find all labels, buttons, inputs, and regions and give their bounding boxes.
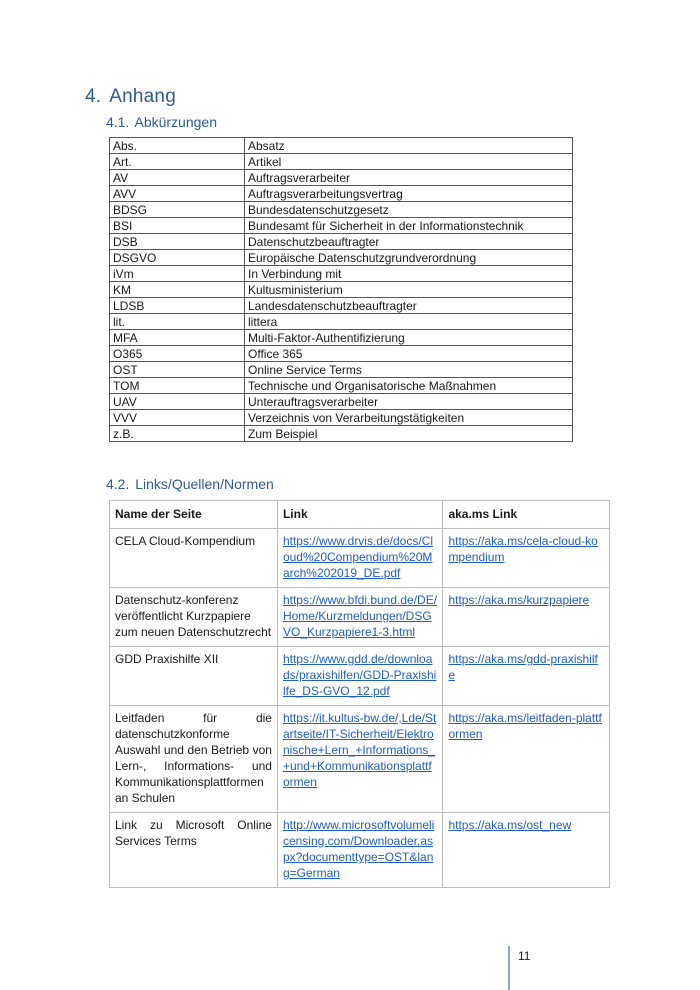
table-row: [110, 250, 573, 266]
meaning-cell: littera: [245, 314, 573, 330]
table-row: [110, 266, 573, 282]
table-row: [110, 138, 573, 154]
table-row: [110, 362, 573, 378]
table-row: [110, 282, 573, 298]
heading-number: 4.: [85, 86, 102, 107]
section-number: 4.2.: [106, 476, 130, 492]
link-cell: [277, 813, 442, 888]
meaning-cell: Bundesdatenschutzgesetz: [245, 202, 573, 218]
aka-link[interactable]: https://aka.ms/leitfaden-plattformen: [448, 711, 602, 741]
meaning-cell: Absatz: [245, 138, 573, 154]
page-name-cell: Leitfaden für die datenschutzkonforme Auswahl und den Betrieb von Lern-, Informations- und Kommunikationsplattformen an Schulen: [110, 706, 278, 813]
table-row: [110, 218, 573, 234]
meaning-cell: Auftragsverarbeitungsvertrag: [245, 186, 573, 202]
abbreviation-cell: KM: [110, 282, 245, 298]
table-row: [110, 529, 610, 588]
abbreviation-cell: OST: [110, 362, 245, 378]
link-cell: [277, 588, 442, 647]
source-link[interactable]: https://it.kultus-bw.de/,Lde/Startseite/IT-Sicherheit/Elektronische+Lern_+Informations_+und+Kommunikationsplattformen: [282, 711, 437, 789]
table-row: [110, 170, 573, 186]
table-row: [110, 330, 573, 346]
link-cell: [277, 529, 442, 588]
page-name-cell: Datenschutz-konferenz veröffentlicht Kurzpapiere zum neuen Datenschutzrecht: [110, 588, 278, 647]
column-header-name: Name der Seite: [110, 501, 278, 529]
meaning-cell: Datenschutzbeauftragter: [245, 234, 573, 250]
table-row: [110, 426, 573, 442]
link-cell: [277, 706, 442, 813]
meaning-cell: Artikel: [245, 154, 573, 170]
table-row: [110, 298, 573, 314]
table-row: [110, 346, 573, 362]
table-row: [110, 394, 573, 410]
meaning-cell: Landesdatenschutzbeauftragter: [245, 298, 573, 314]
table-row: [110, 186, 573, 202]
meaning-cell: Office 365: [245, 346, 573, 362]
page-name-cell: Link zu Microsoft Online Services Terms: [110, 813, 278, 888]
table-header-row: [110, 501, 610, 529]
aka-link-cell: [443, 813, 610, 888]
abbreviation-cell: VVV: [110, 410, 245, 426]
abbreviation-cell: BDSG: [110, 202, 245, 218]
aka-link-cell: [443, 588, 610, 647]
section-title: Links/Quellen/Normen: [135, 476, 274, 492]
abbreviation-cell: AV: [110, 170, 245, 186]
meaning-cell: Zum Beispiel: [245, 426, 573, 442]
table-row: [110, 234, 573, 250]
page-name-cell: CELA Cloud-Kompendium: [110, 529, 278, 588]
meaning-cell: In Verbindung mit: [245, 266, 573, 282]
table-row: [110, 154, 573, 170]
aka-link[interactable]: https://aka.ms/kurzpapiere: [448, 593, 590, 607]
table-row: [110, 647, 610, 706]
table-row: [110, 202, 573, 218]
abbreviations-table: [109, 137, 573, 442]
meaning-cell: Verzeichnis von Verarbeitungstätigkeiten: [245, 410, 573, 426]
abbreviation-cell: O365: [110, 346, 245, 362]
abbreviation-cell: iVm: [110, 266, 245, 282]
table-row: [110, 378, 573, 394]
table-row: [110, 813, 610, 888]
abbreviation-cell: DSGVO: [110, 250, 245, 266]
meaning-cell: Europäische Datenschutzgrundverordnung: [245, 250, 573, 266]
meaning-cell: Multi-Faktor-Authentifizierung: [245, 330, 573, 346]
meaning-cell: Auftragsverarbeiter: [245, 170, 573, 186]
table-row: [110, 588, 610, 647]
heading-title: Anhang: [109, 86, 176, 107]
links-table: [109, 500, 610, 888]
section-title: Abkürzungen: [134, 114, 217, 130]
aka-link-cell: [443, 706, 610, 813]
table-row: [110, 410, 573, 426]
abbreviation-cell: Abs.: [110, 138, 245, 154]
link-cell: [277, 647, 442, 706]
section-number: 4.1.: [106, 114, 130, 130]
column-header-aka: aka.ms Link: [443, 501, 610, 529]
section-heading-links: [106, 476, 274, 492]
source-link[interactable]: http://www.microsoftvolumelicensing.com/Downloader.aspx?documenttype=OST&lang=German: [282, 818, 435, 880]
page-title: [85, 86, 176, 108]
aka-link[interactable]: https://aka.ms/ost_new: [448, 818, 572, 832]
abbreviation-cell: LDSB: [110, 298, 245, 314]
source-link[interactable]: https://www.bfdi.bund.de/DE/Home/Kurzmeldungen/DSGVO_Kurzpapiere1-3.html: [282, 593, 438, 639]
page-name-cell: GDD Praxishilfe XII: [110, 647, 278, 706]
abbreviation-cell: BSI: [110, 218, 245, 234]
column-header-link: Link: [277, 501, 442, 529]
aka-link[interactable]: https://aka.ms/gdd-praxishilfe: [448, 652, 598, 682]
meaning-cell: Kultusministerium: [245, 282, 573, 298]
aka-link[interactable]: https://aka.ms/cela-cloud-kompendium: [448, 534, 598, 564]
abbreviation-cell: lit.: [110, 314, 245, 330]
meaning-cell: Bundesamt für Sicherheit in der Informationstechnik: [245, 218, 573, 234]
page-number: 11: [508, 946, 530, 990]
meaning-cell: Unterauftragsverarbeiter: [245, 394, 573, 410]
abbreviation-cell: DSB: [110, 234, 245, 250]
abbreviation-cell: AVV: [110, 186, 245, 202]
abbreviation-cell: UAV: [110, 394, 245, 410]
abbreviation-cell: MFA: [110, 330, 245, 346]
source-link[interactable]: https://www.gdd.de/downloads/praxishilfen/GDD-Praxishilfe_DS-GVO_12.pdf: [282, 652, 437, 698]
abbreviation-cell: z.B.: [110, 426, 245, 442]
aka-link-cell: [443, 647, 610, 706]
table-row: [110, 706, 610, 813]
abbreviation-cell: TOM: [110, 378, 245, 394]
section-heading-abbreviations: [106, 114, 217, 130]
table-row: [110, 314, 573, 330]
source-link[interactable]: https://www.drvis.de/docs/Cloud%20Compendium%20March%202019_DE.pdf: [282, 534, 434, 580]
meaning-cell: Technische und Organisatorische Maßnahmen: [245, 378, 573, 394]
aka-link-cell: [443, 529, 610, 588]
abbreviation-cell: Art.: [110, 154, 245, 170]
meaning-cell: Online Service Terms: [245, 362, 573, 378]
